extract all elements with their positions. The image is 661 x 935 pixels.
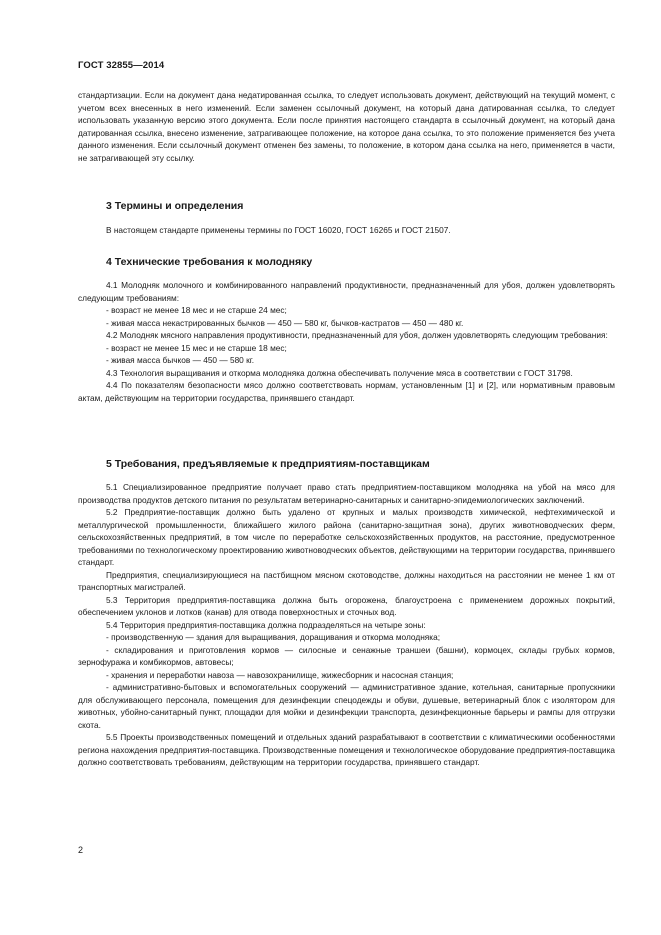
- intro-block: [78, 89, 615, 164]
- page-number: 2: [78, 845, 84, 855]
- clause-5-4: 5.4 Территория предприятия-поставщика должна подразделяться на четыре зоны:: [106, 619, 426, 630]
- list-item: - хранения и переработки навоза — навозохранилище, жижесборник и насосная станция;: [106, 669, 454, 680]
- clause-5-2: 5.2 Предприятие-поставщик должно быть удалено от крупных и малых производств химической, нефтехимической и металлургической промышленности, ближайшего жилого района (санитарно-защитная зона), других животноводческих ферм, сельскохозяйственных предприятий, в том числе по переработке сельскохозяйственных продуктов, на расстояние, предусмотренное требованиями по технологическому проектированию животноводческих объектов, действующими на территории государства, принявшего стандарт.: [78, 507, 615, 567]
- clause-5-5: 5.5 Проекты производственных помещений и отдельных зданий разрабатывают в соответствии с климатическими особенностями региона нахождения предприятия-поставщика. Производственные помещения и технологическое оборудование предприятия-поставщика должно соответствовать требованиям, действующим на территории государства, принявшего стандарт.: [78, 732, 615, 767]
- clause-5-1: 5.1 Специализированное предприятие получает право стать предприятием-поставщиком молодняка на убой на мясо для производства продуктов детского питания по результатам ветеринарно-санитарных и санитарно-эпидемиологических заключений.: [78, 482, 615, 505]
- list-item: - складирования и приготовления кормов — силосные и сенажные траншеи (башни), кормоцех, склады грубых кормов, зернофуража и комбикормов, автовесы;: [78, 644, 615, 667]
- clause-4-1: 4.1 Молодняк молочного и комбинированного направлений продуктивности, предназначенный для убоя, должен удовлетворять следующим требованиям:: [78, 280, 615, 303]
- list-item: - производственную — здания для выращивания, доращивания и откорма молодняка;: [106, 632, 441, 642]
- section-3-paragraph: В настоящем стандарте применены термины по ГОСТ 16020, ГОСТ 16265 и ГОСТ 21507.: [106, 225, 451, 235]
- section-3-body: [78, 224, 615, 237]
- clause-5-3: 5.3 Территория предприятия-поставщика должна быть огорожена, благоустроена с применением дорожных покрытий, обеспечением уклонов и лотков (канав) для отвода поверхностных и сточных вод.: [78, 594, 615, 617]
- list-item: - живая масса бычков — 450 — 580 кг.: [106, 355, 255, 365]
- clause-5-2-note: Предприятия, специализирующиеся на пастбищном мясном скотоводстве, должны находиться на расстоянии не менее 1 км от транспортных магистралей.: [78, 569, 615, 592]
- section-4-body: [78, 279, 615, 404]
- section-5-title: 5 Требования, предъявляемые к предприятиям-поставщикам: [106, 458, 430, 470]
- list-item: - возраст не менее 18 мес и не старше 24 мес;: [106, 305, 287, 315]
- list-item: - административно-бытовых и вспомогательных сооружений — административное здание, котельная, санитарные пропускники для обслуживающего персонала, помещения для дезинфекции спецодежды и обуви, душевые, ветеринарный блок с изолятором для животных, убойно-санитарный пункт, площадки для мойки и дезинфекции транспорта, дезинфекционные барьеры и рампы для отгрузки скота.: [78, 682, 615, 730]
- clause-4-4: 4.4 По показателям безопасности мясо должно соответствовать нормам, установленным [1] и [2], или нормативным правовым актам, действующим на территории государства, принявшего стандарт.: [78, 380, 615, 403]
- document-id-header: ГОСТ 32855—2014: [78, 60, 165, 71]
- intro-paragraph: стандартизации. Если на документ дана недатированная ссылка, то следует использовать документ, действующий на текущий момент, с учетом всех внесенных в него изменений. Если заменен ссылочный документ, на который дана датированная ссылка, то следует использовать указанную версию этого документа. Если после принятия настоящего стандарта в ссылочный документ, на который дана датированная ссылка, внесено изменение, затрагивающее положение, на которое дана ссылка, то это положение применяется без учета данного изменения. Если ссылочный документ отменен без замены, то положение, в котором дана ссылка на него, применяется в части, не затрагивающей эту ссылку.: [78, 90, 615, 163]
- section-5-body: [78, 481, 615, 769]
- list-item: - живая масса некастрированных бычков — 450 — 580 кг, бычков-кастратов — 450 — 480 кг.: [106, 317, 464, 328]
- list-item: - возраст не менее 15 мес и не старше 18 мес;: [106, 342, 287, 353]
- section-3-title: 3 Термины и определения: [106, 200, 244, 212]
- section-4-title: 4 Технические требования к молодняку: [106, 256, 313, 268]
- clause-4-2: 4.2 Молодняк мясного направления продуктивности, предназначенный для убоя, должен удовлетворять следующим требования:: [106, 330, 608, 340]
- clause-4-3: 4.3 Технология выращивания и откорма молодняка должна обеспечивать получение мяса в соответствии с ГОСТ 31798.: [106, 367, 573, 378]
